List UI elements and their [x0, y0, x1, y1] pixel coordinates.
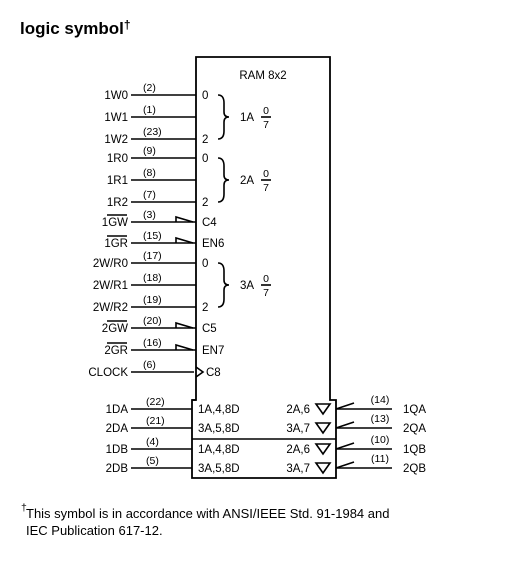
pin-number: (9) — [143, 145, 156, 157]
address-range-min: 0 — [263, 105, 269, 117]
footnote-dagger: † — [21, 502, 27, 514]
signal-label-1gw: 1GW — [101, 217, 128, 229]
data-input-label: 2DA — [105, 423, 128, 435]
address-group-label: 1A — [240, 112, 255, 124]
title-dagger: † — [123, 18, 131, 32]
data-internal-right: 2A,6 — [286, 444, 310, 456]
pin-number: (13) — [370, 413, 390, 425]
dynamic-input-indicator — [196, 367, 203, 377]
data-internal-left: 1A,4,8D — [198, 404, 240, 416]
pin-number: (19) — [143, 294, 162, 306]
data-output-label: 2QA — [403, 423, 427, 435]
signal-label-1r2: 1R2 — [106, 197, 128, 209]
signal-label-1r0: 1R0 — [106, 153, 128, 165]
signal-label-2wr0: 2W/R0 — [92, 258, 128, 270]
address-range-max: 7 — [263, 119, 269, 131]
data-output-label: 2QB — [403, 463, 427, 475]
data-output-label: 1QA — [403, 404, 427, 416]
data-internal-left: 3A,5,8D — [198, 463, 240, 475]
address-brace — [218, 95, 229, 139]
data-internal-right: 3A,7 — [286, 423, 310, 435]
diagram-title: logic symbol† — [20, 18, 131, 38]
pin-number: (21) — [146, 415, 165, 427]
data-internal-right: 2A,6 — [286, 404, 310, 416]
address-range-max: 7 — [263, 287, 269, 299]
internal-label: 0 — [202, 258, 209, 270]
data-internal-left: 3A,5,8D — [198, 423, 240, 435]
data-input-label: 1DB — [105, 444, 128, 456]
pin-number: (2) — [143, 82, 156, 94]
address-range-min: 0 — [263, 168, 269, 180]
internal-label: 2 — [202, 197, 209, 209]
internal-label: 0 — [202, 90, 209, 102]
footnote-line-1: This symbol is in accordance with ANSI/IEEE Std. 91-1984 and — [26, 506, 390, 521]
pin-number: (1) — [143, 104, 156, 116]
internal-label: 2 — [202, 302, 209, 314]
internal-label: EN6 — [202, 238, 225, 250]
data-internal-right: 3A,7 — [286, 463, 310, 475]
output-polarity-indicator — [336, 462, 354, 468]
pin-number: (17) — [143, 250, 162, 262]
pin-number: (10) — [370, 434, 390, 446]
pin-number: (3) — [143, 209, 156, 221]
signal-label-2gw: 2GW — [101, 323, 128, 335]
pin-number: (16) — [143, 337, 162, 349]
address-group-label: 2A — [240, 175, 255, 187]
three-state-indicator — [316, 404, 330, 414]
internal-label: 0 — [202, 153, 209, 165]
signal-label-2gr: 2GR — [104, 345, 128, 357]
signal-label-1r1: 1R1 — [106, 175, 128, 187]
pin-number: (11) — [371, 453, 389, 465]
three-state-indicator — [316, 463, 330, 473]
block-label: RAM 8x2 — [239, 70, 287, 82]
output-polarity-indicator — [336, 443, 354, 449]
signal-label-1w0: 1W0 — [104, 90, 128, 102]
pin-number: (18) — [143, 272, 162, 284]
signal-label-1gr: 1GR — [104, 238, 128, 250]
pin-number: (14) — [370, 394, 390, 406]
internal-label: C5 — [202, 323, 217, 335]
signal-label-1w1: 1W1 — [104, 112, 128, 124]
address-range-min: 0 — [263, 273, 269, 285]
signal-label-clock: CLOCK — [88, 367, 128, 379]
output-polarity-indicator — [336, 403, 354, 409]
data-output-label: 1QB — [403, 444, 427, 456]
pin-number: (7) — [143, 189, 156, 201]
internal-label: 2 — [202, 134, 209, 146]
data-input-label: 1DA — [105, 404, 128, 416]
signal-label-2wr2: 2W/R2 — [92, 302, 128, 314]
internal-label: C4 — [202, 217, 217, 229]
pin-number: (22) — [146, 396, 165, 408]
pin-number: (4) — [146, 436, 159, 448]
internal-label: C8 — [206, 367, 221, 379]
pin-number: (8) — [143, 167, 156, 179]
footnote-line-2: IEC Publication 617-12. — [26, 523, 163, 538]
address-range-max: 7 — [263, 182, 269, 194]
pin-number: (5) — [146, 455, 159, 467]
data-input-label: 2DB — [105, 463, 128, 475]
internal-label: EN7 — [202, 345, 225, 357]
address-brace — [218, 158, 229, 202]
three-state-indicator — [316, 444, 330, 454]
pin-number: (6) — [143, 359, 156, 371]
pin-number: (20) — [143, 315, 162, 327]
address-group-label: 3A — [240, 280, 255, 292]
data-internal-left: 1A,4,8D — [198, 444, 240, 456]
signal-label-2wr1: 2W/R1 — [92, 280, 128, 292]
pin-number: (23) — [143, 126, 162, 138]
pin-number: (15) — [143, 230, 162, 242]
signal-label-1w2: 1W2 — [104, 134, 128, 146]
address-brace — [218, 263, 229, 307]
output-polarity-indicator — [336, 422, 354, 428]
three-state-indicator — [316, 423, 330, 433]
